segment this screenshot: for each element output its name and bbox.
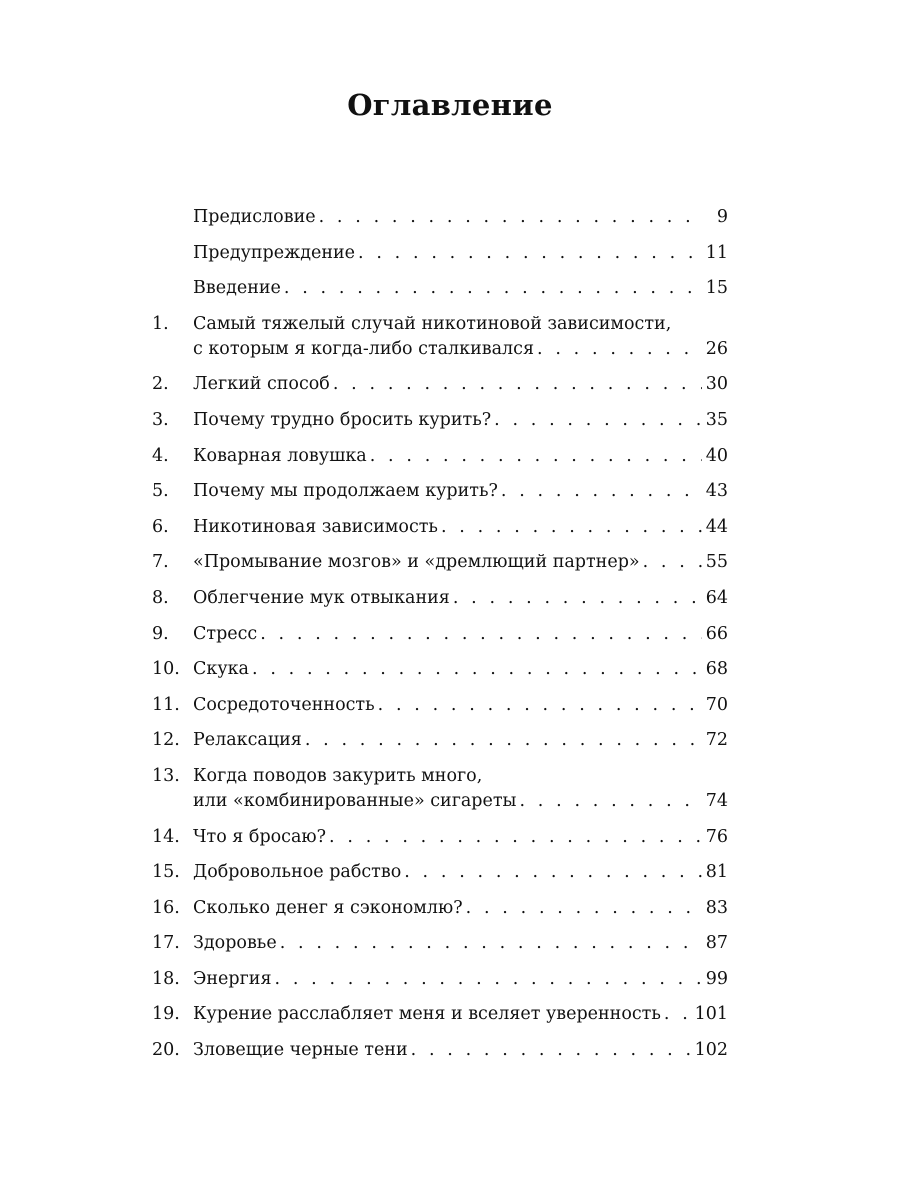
dot-leader <box>319 205 702 230</box>
page-number: 55 <box>705 552 728 573</box>
page-number: 101 <box>694 1004 728 1025</box>
dot-leader <box>664 1002 691 1027</box>
page-number: 72 <box>705 730 728 751</box>
chapter-title: или «комбинированные» сигареты <box>193 790 517 811</box>
chapter-number: 1. <box>152 313 169 334</box>
chapter-title: Скука <box>193 659 249 680</box>
chapter-title: Самый тяжелый случай никотиновой зависимости, <box>193 313 672 334</box>
chapter-number: 18. <box>152 968 180 989</box>
chapter-title: Релаксация <box>193 730 302 751</box>
toc-entry[interactable] <box>152 372 728 397</box>
chapter-title: Сколько денег я сэкономлю? <box>193 897 463 918</box>
chapter-title: Здоровье <box>193 933 277 954</box>
chapter-title: Почему мы продолжаем курить? <box>193 481 498 502</box>
dot-leader <box>284 276 702 301</box>
page-number: 81 <box>705 862 728 883</box>
toc-entry[interactable] <box>152 276 728 301</box>
chapter-number: 3. <box>152 409 169 430</box>
chapter-number: 7. <box>152 552 169 573</box>
chapter-number: 2. <box>152 374 169 395</box>
chapter-title: Стресс <box>193 623 258 644</box>
dot-leader <box>370 444 702 469</box>
page-number: 87 <box>705 933 728 954</box>
chapter-title: Почему трудно бросить курить? <box>193 409 492 430</box>
dot-leader <box>519 789 701 814</box>
chapter-title: Энергия <box>193 968 272 989</box>
page-number: 68 <box>705 659 728 680</box>
page-number: 83 <box>705 897 728 918</box>
chapter-title: Курение расслабляет меня и вселяет уверенность <box>193 1004 661 1025</box>
chapter-title: Легкий способ <box>193 374 330 395</box>
dot-leader <box>453 586 702 611</box>
toc-entry[interactable] <box>152 1038 728 1063</box>
page-number: 44 <box>705 516 728 537</box>
page-number: 9 <box>716 207 728 227</box>
page-number: 30 <box>705 374 728 395</box>
chapter-number: 16. <box>152 897 180 918</box>
page-number: 26 <box>705 338 728 359</box>
chapter-number: 8. <box>152 587 169 608</box>
chapter-title: Облегчение мук отвыкания <box>193 587 450 608</box>
toc-entry[interactable] <box>152 967 728 992</box>
dot-leader <box>494 408 702 433</box>
toc-entry[interactable] <box>152 728 728 753</box>
chapter-number: 13. <box>152 765 180 786</box>
chapter-number: 12. <box>152 730 180 751</box>
chapter-number: 14. <box>152 826 180 847</box>
dot-leader <box>252 657 702 682</box>
dot-leader <box>404 860 701 885</box>
chapter-title: с которым я когда-либо сталкивался <box>193 338 535 359</box>
chapter-number: 10. <box>152 659 180 680</box>
dot-leader <box>501 479 702 504</box>
page-number: 43 <box>705 481 728 502</box>
table-of-contents <box>152 205 728 1074</box>
chapter-number: 4. <box>152 445 169 466</box>
toc-entry[interactable] <box>152 622 728 647</box>
dot-leader <box>333 372 702 397</box>
toc-entry[interactable] <box>152 205 728 230</box>
page-number: 35 <box>705 409 728 430</box>
chapter-title: Никотиновая зависимость <box>193 516 438 537</box>
page-number: 64 <box>705 587 728 608</box>
page-number: 102 <box>694 1040 728 1061</box>
dot-leader <box>305 728 702 753</box>
toc-entry[interactable] <box>152 825 728 850</box>
chapter-title: Введение <box>193 278 281 299</box>
toc-entry[interactable] <box>152 657 728 682</box>
dot-leader <box>280 931 702 956</box>
page-number: 99 <box>705 968 728 989</box>
toc-entry[interactable] <box>152 764 728 814</box>
toc-entry[interactable] <box>152 479 728 504</box>
toc-entry[interactable] <box>152 586 728 611</box>
chapter-title: Сосредоточенность <box>193 694 375 715</box>
page-number: 70 <box>705 694 728 715</box>
page-number: 66 <box>705 623 728 644</box>
chapter-title: «Промывание мозгов» и «дремлющий партнер» <box>193 552 640 573</box>
toc-entry[interactable] <box>152 1002 728 1027</box>
chapter-title: Добровольное рабство <box>193 862 402 883</box>
chapter-number: 6. <box>152 516 169 537</box>
dot-leader <box>537 337 702 362</box>
dot-leader <box>441 515 702 540</box>
dot-leader <box>358 241 702 266</box>
dot-leader <box>329 825 702 850</box>
chapter-title: Когда поводов закурить много, <box>193 765 483 786</box>
chapter-number: 11. <box>152 694 180 715</box>
chapter-number: 19. <box>152 1004 180 1025</box>
page-number: 15 <box>705 278 728 299</box>
chapter-number: 5. <box>152 481 169 502</box>
chapter-title: Предисловие <box>193 207 316 227</box>
toc-entry[interactable] <box>152 241 728 266</box>
chapter-number: 17. <box>152 933 180 954</box>
dot-leader <box>275 967 702 992</box>
toc-entry[interactable] <box>152 931 728 956</box>
toc-entry[interactable] <box>152 860 728 885</box>
page-number: 11 <box>705 242 728 263</box>
dot-leader <box>260 622 701 647</box>
chapter-title: Что я бросаю? <box>193 826 327 847</box>
page-number: 74 <box>705 790 728 811</box>
page-title: Оглавление <box>347 88 553 122</box>
chapter-title: Коварная ловушка <box>193 445 367 466</box>
dot-leader <box>643 550 702 575</box>
toc-entry[interactable] <box>152 550 728 575</box>
dot-leader <box>378 693 702 718</box>
chapter-title: Предупреждение <box>193 242 356 263</box>
toc-entry[interactable] <box>152 444 728 469</box>
page-number: 76 <box>705 826 728 847</box>
toc-entry[interactable] <box>152 408 728 433</box>
chapter-number: 20. <box>152 1040 180 1061</box>
toc-entry[interactable] <box>152 693 728 718</box>
chapter-number: 15. <box>152 862 180 883</box>
toc-entry[interactable] <box>152 896 728 921</box>
chapter-title: Зловещие черные тени <box>193 1040 408 1061</box>
chapter-number: 9. <box>152 623 169 644</box>
page-number: 40 <box>705 445 728 466</box>
dot-leader <box>411 1038 691 1063</box>
dot-leader <box>466 896 702 921</box>
toc-entry[interactable] <box>152 312 728 362</box>
toc-entry[interactable] <box>152 515 728 540</box>
